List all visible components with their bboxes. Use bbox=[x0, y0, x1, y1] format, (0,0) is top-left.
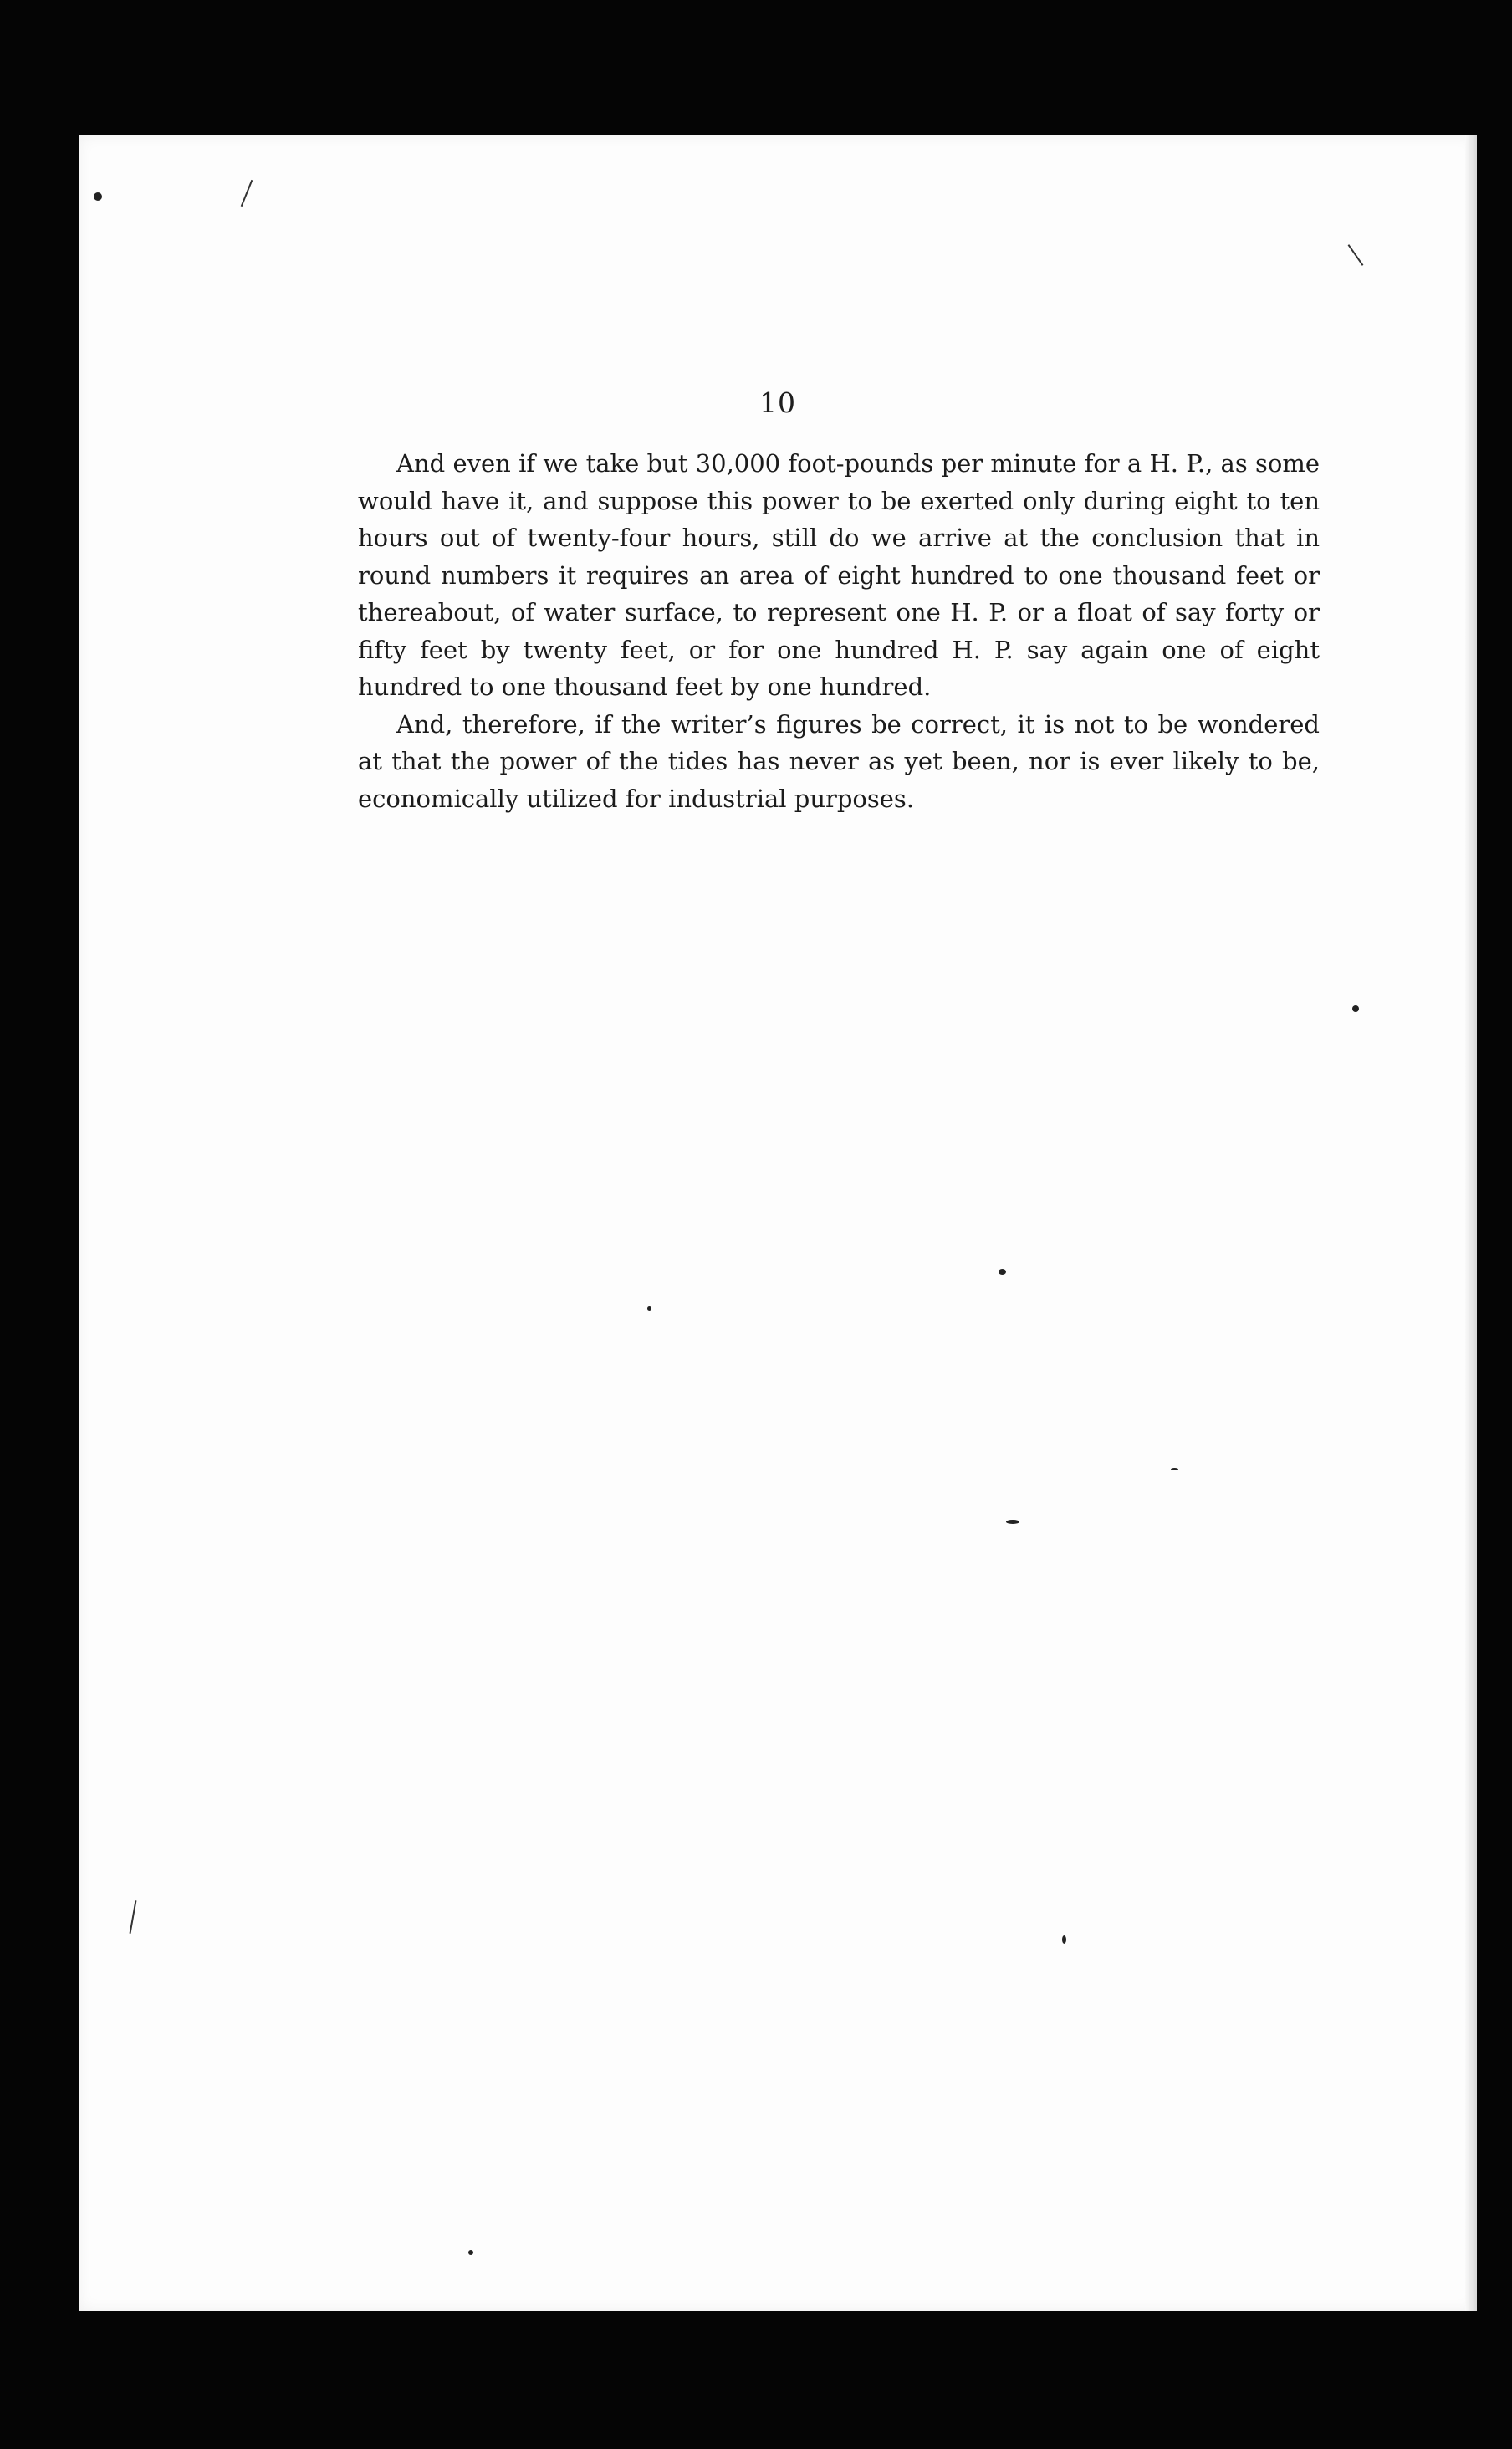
document-page bbox=[79, 135, 1477, 2311]
dust-speck bbox=[1171, 1468, 1178, 1470]
dust-mark bbox=[1348, 244, 1364, 266]
body-text bbox=[358, 445, 1320, 817]
dust-speck bbox=[94, 192, 102, 201]
page-number: 10 bbox=[759, 386, 796, 419]
dust-speck bbox=[647, 1306, 651, 1311]
dust-speck bbox=[1006, 1520, 1019, 1524]
dust-speck bbox=[468, 2250, 473, 2255]
dust-speck bbox=[1062, 1935, 1066, 1944]
dust-speck bbox=[1352, 1005, 1359, 1012]
page-edge bbox=[1465, 135, 1477, 2311]
dust-mark bbox=[130, 1900, 137, 1934]
dust-mark bbox=[241, 180, 253, 207]
paragraph-2: And, therefore, if the writer’s figures be correct, it is not to be wondered at that the power of the tides has never as yet been, nor is ever likely to be, economically utilized for industrial purposes. bbox=[358, 709, 1320, 813]
paragraph-1: And even if we take but 30,000 foot-pounds per minute for a H. P., as some would have it, and suppose this power to be exerted only during eight to ten hours out of twenty-four hours, still do we arrive at the conclusion that in round numbers it requires an area of eight hundred to one thousand feet or thereabout, of water surface, to represent one H. P. or a float of say forty or fifty feet by twenty feet, or for one hundred H. P. say again one of eight hundred to one thousand feet by one hundred. bbox=[358, 449, 1320, 701]
dust-speck bbox=[999, 1269, 1006, 1275]
